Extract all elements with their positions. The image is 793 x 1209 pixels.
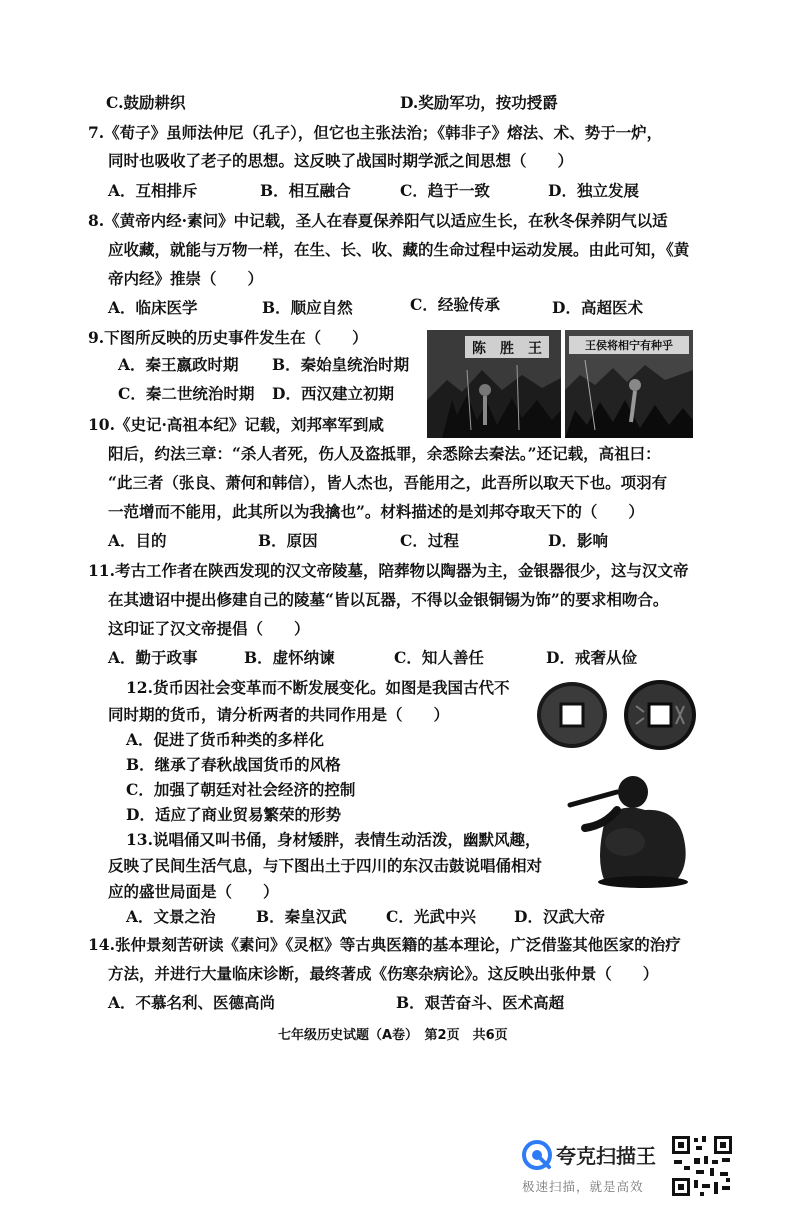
q13-stem-line2: 反映了民间生活气息，与下图出土于四川的东汉击鼓说唱俑相对 [108,856,543,875]
q8-option-d: D．高超医术 [552,298,643,317]
q10-stem-line3: “此三者（张良、萧何和韩信），皆人杰也，吾能用之，此吾所以取天下也。项羽有 [108,473,668,492]
q13-stem-line3: 应的盛世局面是（ ） [108,882,279,901]
q10-option-c: C．过程 [400,531,459,550]
q8-option-b: B．顺应自然 [262,298,353,317]
qr-code-icon [670,1134,734,1198]
page-footer: 七年级历史试题（A卷） 第2页 共6页 [278,1028,508,1043]
drummer-storyteller-figurine [565,770,695,890]
q12-option-a: A．促进了货币种类的多样化 [126,730,325,749]
q11-stem-line1: 11.考古工作者在陕西发现的汉文帝陵墓，陪葬物以陶器为主，金银器很少，这与汉文帝 [88,561,689,580]
q12-option-b: B．继承了春秋战国货币的风格 [126,755,341,774]
q9-option-b: B．秦始皇统治时期 [272,355,410,374]
q6-option-c: C.鼓励耕织 [106,93,186,112]
q8-option-a: A．临床医学 [108,298,198,317]
q11-option-c: C．知人善任 [394,648,484,667]
uprising-caption-2: 王侯将相宁有种乎 [585,339,673,352]
quark-logo-icon [522,1140,552,1170]
q13-option-c: C．光武中兴 [386,907,476,926]
q7-option-d: D．独立发展 [548,181,639,200]
q10-option-d: D．影响 [548,531,608,550]
q7-option-c: C．趋于一致 [400,181,490,200]
q9-stem: 9.下图所反映的历史事件发生在（ ） [88,328,368,347]
q9-option-a: A．秦王嬴政时期 [118,355,239,374]
uprising-illustration-1 [427,330,561,438]
q9-option-d: D．西汉建立初期 [272,384,394,403]
q10-stem-line4: 一范增而不能用，此其所以为我擒也”。材料描述的是刘邦夺取天下的（ ） [108,502,644,521]
q13-option-b: B．秦皇汉武 [256,907,347,926]
q8-option-c: C．经验传承 [410,295,500,314]
q12-option-d: D．适应了商业贸易繁荣的形势 [126,805,341,824]
q12-stem-line1: 12.货币因社会变革而不断发展变化。如图是我国古代不 [126,678,510,697]
q7-option-a: A．互相排斥 [108,181,198,200]
q11-option-b: B．虚怀纳谏 [244,648,335,667]
q8-stem-line1: 8.《黄帝内经·素问》中记载，圣人在春夏保养阳气以适应生长，在秋冬保养阴气以适 [88,211,668,230]
watermark-slogan: 极速扫描，就是高效 [522,1179,644,1194]
q8-stem-line3: 帝内经》推崇（ ） [108,269,264,288]
q10-option-a: A．目的 [108,531,167,550]
q9-option-c: C．秦二世统治时期 [118,384,255,403]
q11-option-a: A．勤于政事 [108,648,198,667]
q10-stem-line2: 阳后，约法三章：“杀人者死，伤人及盗抵罪，余悉除去秦法。”还记载，高祖曰： [108,444,661,463]
q14-stem-line2: 方法，并进行大量临床诊断，最终著成《伤寒杂病论》。这反映出张仲景（ ） [108,964,659,983]
q14-stem-line1: 14.张仲景刻苦研读《素问》《灵枢》等古典医籍的基本理论，广泛借鉴其他医家的治疗 [88,935,681,954]
q10-stem-line1: 10.《史记·高祖本纪》记载，刘邦率军到咸 [88,415,384,434]
q8-stem-line2: 应收藏，就能与万物一样，在生、长、收、藏的生命过程中运动发展。由此可知，《黄 [108,240,690,259]
q11-option-d: D．戒奢从俭 [546,648,637,667]
q12-option-c: C．加强了朝廷对社会经济的控制 [126,780,356,799]
q11-stem-line2: 在其遗诏中提出修建自己的陵墓“皆以瓦器，不得以金银铜锡为饰”的要求相吻合。 [108,590,669,609]
q13-option-a: A．文景之治 [126,907,216,926]
q13-stem-line1: 13.说唱俑又叫书俑，身材矮胖，表情生动活泼，幽默风趣， [126,830,541,849]
q7-option-b: B．相互融合 [260,181,351,200]
q14-option-b: B．艰苦奋斗、医术高超 [396,993,565,1012]
q10-option-b: B．原因 [258,531,318,550]
q12-stem-line2: 同时期的货币，请分析两者的共同作用是（ ） [108,705,450,724]
uprising-caption-1: 陈 胜 王 [472,341,542,357]
ancient-coin-2 [622,678,698,752]
q14-option-a: A．不慕名利、医德高尚 [108,993,276,1012]
watermark-brand: 夸克扫描王 [556,1144,656,1168]
q7-stem-line2: 同时也吸收了老子的思想。这反映了战国时期学派之间思想（ ） [108,151,574,170]
q7-stem-line1: 7.《荀子》虽师法仲尼（孔子），但它也主张法治；《韩非子》熔法、术、势于一炉， [88,123,663,142]
uprising-illustration-2 [565,330,693,438]
q11-stem-line3: 这印证了汉文帝提倡（ ） [108,619,310,638]
ancient-coin-1 [535,680,610,750]
q6-option-d: D.奖励军功，按功授爵 [400,93,558,112]
q13-option-d: D．汉武大帝 [514,907,605,926]
